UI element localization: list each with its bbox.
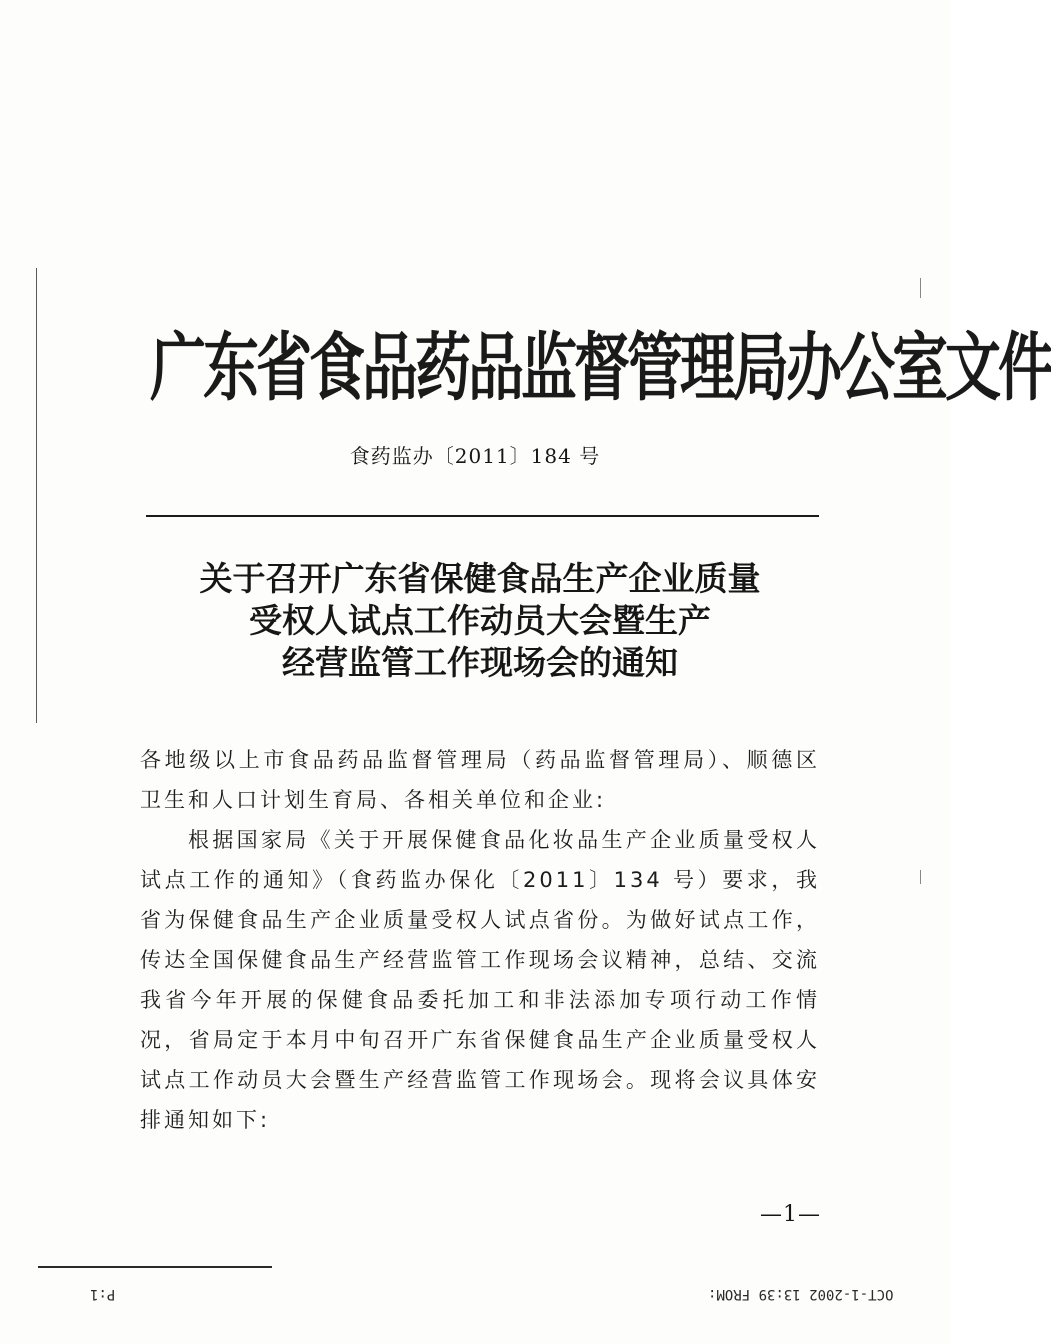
document-number-text: 食药监办〔2011〕184 号 bbox=[349, 444, 601, 468]
document-header-title: 广东省食品药品监督管理局办公室文件 bbox=[150, 324, 1051, 412]
fax-header-stamp: OCT-1-2002 13:39 FROM: bbox=[708, 1286, 894, 1302]
body-paragraph: 根据国家局《关于开展保健食品化妆品生产企业质量受权人试点工作的通知》（食药监办保化〔2011〕134 号）要求，我省为保健食品生产企业质量受权人试点省份。为做好试点工作，传达全国保健食品生产经营监管工作现场会议精神，总结、交流我省今年开展的保健食品委托加工和非法添加专项行动工作情况，省局定于本月中旬召开广东省保健食品生产企业质量受权人试点工作动员大会暨生产经营监管工作现场会。现将会议具体安排通知如下: bbox=[140, 828, 820, 1132]
page-number: —1— bbox=[760, 1202, 821, 1227]
notice-title-line: 关于召开广东省保健食品生产企业质量 bbox=[199, 559, 761, 598]
header-divider bbox=[146, 515, 819, 517]
document-number bbox=[0, 440, 950, 469]
notice-title bbox=[150, 558, 810, 684]
notice-title-line: 经营监管工作现场会的通知 bbox=[282, 643, 678, 682]
fax-page-marker: P:1 bbox=[90, 1286, 116, 1302]
scan-mark bbox=[920, 278, 921, 298]
scan-mark bbox=[920, 870, 921, 884]
addressee: 各地级以上市食品药品监督管理局（药品监督管理局）、顺德区卫生和人口计划生育局、各相关单位和企业: bbox=[140, 748, 820, 812]
scan-edge-line bbox=[36, 268, 37, 723]
notice-title-line: 受权人试点工作动员大会暨生产 bbox=[249, 601, 711, 640]
footer-rule bbox=[38, 1266, 272, 1268]
notice-body bbox=[140, 740, 820, 1140]
